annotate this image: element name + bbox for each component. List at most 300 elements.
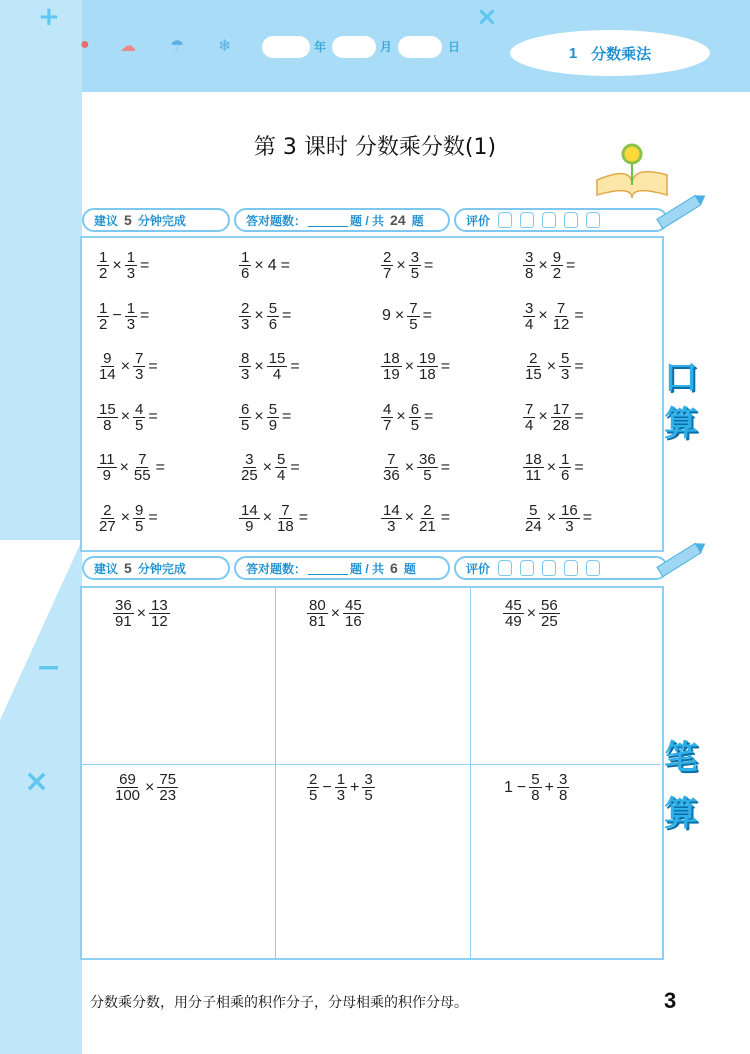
fraction <box>239 351 251 382</box>
thumb-icon[interactable] <box>586 212 600 228</box>
denominator: 12 <box>151 613 168 630</box>
fraction <box>503 598 524 629</box>
denominator: 25 <box>241 467 258 484</box>
thumb-icon[interactable] <box>520 560 534 576</box>
fraction <box>529 772 541 803</box>
chapter-number: 1 <box>568 44 578 62</box>
denominator: 2 <box>99 265 108 282</box>
numerator: 5 <box>561 350 570 367</box>
numerator: 5 <box>277 451 286 468</box>
math-expression <box>96 250 151 281</box>
ti-label: 题 <box>403 561 416 576</box>
thumb-icon[interactable] <box>586 560 600 576</box>
numerator: 11 <box>99 451 115 468</box>
numerator: 7 <box>556 299 566 317</box>
operator: × <box>262 458 273 476</box>
denominator: 5 <box>410 265 420 282</box>
numerator: 5 <box>529 501 538 519</box>
denominator: 49 <box>505 613 522 630</box>
math-expression <box>96 301 151 332</box>
operator: × <box>538 408 548 425</box>
numerator: 7 <box>135 350 144 367</box>
math-expression <box>96 503 160 534</box>
operator: = <box>574 357 584 375</box>
numerator: 1 <box>241 249 250 266</box>
fraction <box>417 503 438 534</box>
fraction <box>381 503 402 534</box>
numerator: 80 <box>309 597 326 614</box>
denominator: 7 <box>383 265 392 282</box>
numerator: 2 <box>241 299 250 317</box>
numerator: 5 <box>268 299 278 317</box>
grid-divider <box>82 764 660 765</box>
fraction <box>559 452 571 483</box>
operator: = <box>566 256 576 274</box>
math-expression <box>96 452 167 483</box>
fraction <box>97 301 109 332</box>
numerator: 6 <box>241 400 250 418</box>
fraction <box>133 351 145 382</box>
answered-blank[interactable] <box>308 562 348 575</box>
denominator: 4 <box>525 315 534 333</box>
operator: × <box>394 307 405 324</box>
operator: × <box>120 357 131 375</box>
numerator: 15 <box>268 350 286 367</box>
operator: = <box>424 256 434 274</box>
times-decoration-lower: × <box>24 764 50 799</box>
math-expression <box>522 402 586 433</box>
numerator: 2 <box>383 249 392 266</box>
numerator: 5 <box>268 400 278 418</box>
numerator: 5 <box>531 771 540 788</box>
fraction <box>381 402 393 433</box>
fraction <box>417 351 438 382</box>
suggest-label: 建议 <box>94 561 119 576</box>
denominator: 5 <box>364 787 373 804</box>
fraction <box>362 772 374 803</box>
numerator: 1 <box>99 249 108 266</box>
ti-label: 题 <box>411 213 424 228</box>
denominator: 6 <box>241 265 250 282</box>
math-expression <box>238 503 310 534</box>
section2-score-pill <box>234 556 450 580</box>
math-expression <box>238 301 293 332</box>
numerator: 9 <box>135 501 144 519</box>
numerator: 69 <box>119 771 136 788</box>
rule-note: 分数乘分数，用分子相乘的积作分子，分母相乘的积作分母。 <box>90 995 468 1011</box>
denominator: 3 <box>126 265 136 282</box>
answered-label: 答对题数： <box>246 561 307 576</box>
page-number: 3 <box>664 988 677 1013</box>
fraction <box>381 250 393 281</box>
numerator: 45 <box>505 597 522 614</box>
fraction <box>381 351 402 382</box>
thumb-icon[interactable] <box>520 212 534 228</box>
fraction <box>239 452 260 483</box>
operator: × <box>396 256 406 274</box>
fraction <box>551 301 572 332</box>
numerator: 19 <box>419 350 436 367</box>
denominator: 9 <box>268 416 278 434</box>
year-label: 年 <box>314 40 327 54</box>
denominator: 14 <box>99 366 116 383</box>
section2-info-bar <box>78 556 682 582</box>
thumb-icon[interactable] <box>542 212 556 228</box>
written-problem <box>306 772 376 803</box>
section1-rating-pill <box>454 208 668 232</box>
thumb-icon[interactable] <box>564 560 578 576</box>
operator: = <box>574 458 584 476</box>
math-expression <box>380 503 452 534</box>
math-expression <box>380 250 435 281</box>
fraction <box>559 351 571 382</box>
math-expression <box>380 402 435 433</box>
operator: × <box>538 256 548 274</box>
operator: × <box>396 408 406 425</box>
operator: = <box>148 357 158 375</box>
operator: × <box>546 357 557 375</box>
total-value: 24 <box>390 212 406 228</box>
operator: × <box>546 509 557 526</box>
cloudy-icon: ☁ <box>120 38 136 55</box>
operator: × <box>136 604 147 622</box>
fraction <box>523 250 535 281</box>
numerator: 18 <box>383 350 400 367</box>
operator: × <box>330 604 341 622</box>
numerator: 75 <box>159 771 177 788</box>
denominator: 5 <box>135 416 144 434</box>
operator: = <box>290 458 300 476</box>
fraction <box>239 402 251 433</box>
fraction <box>133 503 145 534</box>
fraction <box>417 452 438 483</box>
denominator: 5 <box>410 416 420 434</box>
denominator: 3 <box>565 517 574 535</box>
denominator: 9 <box>245 517 254 535</box>
fraction <box>407 301 419 332</box>
month-field[interactable] <box>332 36 376 58</box>
operator: × <box>254 256 264 274</box>
numerator: 3 <box>525 249 534 266</box>
fraction <box>97 402 118 433</box>
numerator: 36 <box>419 451 436 468</box>
operator: = <box>574 408 584 425</box>
operator: × <box>120 408 131 425</box>
math-expression <box>380 301 434 332</box>
fraction <box>523 351 544 382</box>
chapter-title: 分数乘法 <box>591 45 652 63</box>
numerator: 3 <box>245 451 254 468</box>
denominator: 11 <box>525 467 542 484</box>
fraction <box>343 598 364 629</box>
numerator: 2 <box>103 501 112 519</box>
operator: × <box>404 509 415 526</box>
denominator: 7 <box>383 416 392 434</box>
chapter-badge <box>510 30 710 76</box>
plus-decoration: + <box>38 2 60 32</box>
operator: = <box>290 357 300 375</box>
fraction <box>523 503 544 534</box>
operator: − <box>516 778 527 796</box>
denominator: 5 <box>241 416 250 434</box>
written-problem <box>502 772 570 803</box>
fraction <box>113 772 142 803</box>
numerator: 16 <box>561 501 578 519</box>
denominator: 12 <box>552 315 570 333</box>
written-problem <box>502 598 561 629</box>
fraction <box>125 250 137 281</box>
side-label-suan: 算 <box>664 404 698 444</box>
fraction <box>239 301 251 332</box>
fraction <box>557 772 569 803</box>
numerator: 14 <box>241 501 258 519</box>
denominator: 3 <box>561 366 570 383</box>
fraction <box>307 598 328 629</box>
denominator: 3 <box>387 517 396 535</box>
minutes-value: 5 <box>124 212 132 228</box>
denominator: 16 <box>345 613 362 630</box>
answered-blank[interactable] <box>308 214 348 227</box>
denominator: 3 <box>135 366 144 383</box>
math-expression <box>238 402 293 433</box>
denominator: 9 <box>102 467 111 484</box>
operator: = <box>422 307 432 324</box>
fraction <box>267 402 279 433</box>
answered-label: 答对题数： <box>246 213 307 228</box>
operator: = <box>298 509 309 526</box>
rating-thumbs <box>498 560 600 576</box>
numerator: 9 <box>103 350 112 367</box>
day-label: 日 <box>448 40 461 54</box>
thumb-icon[interactable] <box>498 560 512 576</box>
numerator: 7 <box>387 451 396 468</box>
operator: = <box>148 408 158 425</box>
operator: × <box>538 307 548 324</box>
denominator: 3 <box>336 787 346 804</box>
operator: × <box>119 458 129 476</box>
denominator: 6 <box>561 467 570 484</box>
rain-icon: ☂ <box>170 38 185 55</box>
operator: = <box>148 509 158 526</box>
denominator: 5 <box>409 315 418 333</box>
fraction <box>275 503 296 534</box>
thumb-icon[interactable] <box>498 212 512 228</box>
math-expression <box>238 351 302 382</box>
thumb-icon[interactable] <box>564 212 578 228</box>
math-expression <box>380 452 452 483</box>
total-label: 题 / 共 <box>350 213 385 228</box>
numerator: 45 <box>345 597 362 614</box>
operator: − <box>112 307 122 324</box>
finish-label: 分钟完成 <box>137 213 186 228</box>
operator: + <box>350 778 360 796</box>
section2-time-pill <box>82 556 230 580</box>
fraction <box>551 250 563 281</box>
operator: 1 <box>504 778 513 796</box>
written-problem <box>112 772 179 803</box>
numerator: 3 <box>410 249 420 266</box>
minus-decoration: − <box>36 650 62 685</box>
denominator: 18 <box>277 517 294 535</box>
numerator: 7 <box>525 400 534 418</box>
operator: × <box>254 408 264 425</box>
operator: = <box>140 307 150 324</box>
denominator: 28 <box>552 416 570 434</box>
fraction <box>132 452 153 483</box>
math-expression <box>380 351 452 382</box>
operator: 9 <box>382 307 391 324</box>
denominator: 4 <box>272 366 282 383</box>
denominator: 4 <box>525 416 534 434</box>
math-expression <box>96 351 160 382</box>
fraction <box>335 772 347 803</box>
numerator: 7 <box>281 501 290 519</box>
written-problem <box>112 598 171 629</box>
grid-divider <box>275 588 276 958</box>
numerator: 1 <box>561 451 570 468</box>
fraction <box>523 452 544 483</box>
operator: 4 <box>267 256 277 274</box>
numerator: 2 <box>309 771 318 788</box>
fraction <box>239 503 260 534</box>
numerator: 9 <box>552 249 562 266</box>
year-field[interactable] <box>262 36 310 58</box>
math-expression <box>522 250 577 281</box>
operator: = <box>280 256 290 274</box>
denominator: 36 <box>383 467 400 484</box>
side-label-kou: 口 <box>664 358 698 398</box>
total-value: 6 <box>390 560 398 576</box>
fraction <box>113 598 134 629</box>
minutes-value: 5 <box>124 560 132 576</box>
operator: = <box>155 458 165 476</box>
side-band-cut <box>0 540 82 720</box>
denominator: 3 <box>241 315 250 333</box>
denominator: 8 <box>525 265 534 282</box>
thumb-icon[interactable] <box>542 560 556 576</box>
denominator: 81 <box>309 613 326 630</box>
fraction <box>551 402 572 433</box>
fraction <box>409 250 421 281</box>
numerator: 2 <box>529 350 538 367</box>
denominator: 91 <box>115 613 132 630</box>
operator: = <box>440 357 451 375</box>
fraction <box>267 351 288 382</box>
snow-icon: ❄ <box>218 38 232 55</box>
operator: = <box>140 256 150 274</box>
fraction <box>381 452 402 483</box>
math-expression <box>96 402 160 433</box>
fraction <box>97 250 109 281</box>
operator: × <box>145 778 155 796</box>
denominator: 3 <box>126 315 136 333</box>
math-expression <box>522 301 586 332</box>
section1-time-pill <box>82 208 230 232</box>
section1-info-bar <box>78 208 682 234</box>
denominator: 8 <box>531 787 540 804</box>
numerator: 15 <box>99 400 116 418</box>
times-decoration: × <box>476 2 498 32</box>
fraction <box>307 772 319 803</box>
math-expression <box>238 250 292 281</box>
operator: × <box>404 357 415 375</box>
fraction <box>157 772 178 803</box>
denominator: 21 <box>419 517 436 535</box>
numerator: 1 <box>126 249 136 266</box>
numerator: 4 <box>383 400 392 418</box>
denominator: 24 <box>525 517 542 535</box>
denominator: 5 <box>423 467 432 484</box>
fraction <box>523 301 535 332</box>
denominator: 2 <box>552 265 562 282</box>
operator: × <box>254 357 264 375</box>
operator: × <box>546 458 557 476</box>
fraction <box>97 452 117 483</box>
fraction <box>523 402 535 433</box>
operator: + <box>544 778 554 796</box>
denominator: 27 <box>99 517 116 535</box>
operator: × <box>120 509 131 526</box>
denominator: 23 <box>159 787 177 804</box>
fraction <box>97 503 118 534</box>
numerator: 1 <box>126 299 136 317</box>
denominator: 19 <box>383 366 400 383</box>
numerator: 3 <box>364 771 373 788</box>
total-label: 题 / 共 <box>350 561 385 576</box>
day-field[interactable] <box>398 36 442 58</box>
numerator: 7 <box>409 299 418 317</box>
operator: = <box>440 509 451 526</box>
operator: = <box>424 408 434 425</box>
fraction <box>239 250 251 281</box>
math-expression <box>522 351 586 382</box>
operator: × <box>112 256 122 274</box>
operator: − <box>322 778 332 796</box>
fraction <box>125 301 137 332</box>
operator: × <box>254 307 264 324</box>
fraction <box>97 351 118 382</box>
denominator: 18 <box>419 366 436 383</box>
grid-divider <box>470 588 471 958</box>
denominator: 25 <box>541 613 558 630</box>
section1-score-pill <box>234 208 450 232</box>
operator: × <box>526 604 537 622</box>
numerator: 3 <box>525 299 534 317</box>
lesson-title: 第 3 课时 分数乘分数(1) <box>253 135 497 160</box>
sunny-icon: ● <box>80 36 90 53</box>
fraction <box>267 301 279 332</box>
fraction <box>149 598 170 629</box>
numerator: 2 <box>423 501 432 519</box>
rating-label: 评价 <box>466 213 491 228</box>
month-label: 月 <box>380 40 393 54</box>
operator: × <box>404 458 415 476</box>
denominator: 100 <box>115 787 141 804</box>
operator: = <box>582 509 593 526</box>
denominator: 5 <box>309 787 318 804</box>
operator: = <box>282 408 292 425</box>
numerator: 1 <box>99 299 108 317</box>
numerator: 56 <box>541 597 558 614</box>
denominator: 3 <box>241 366 250 383</box>
numerator: 6 <box>410 400 420 418</box>
section2-rating-pill <box>454 556 668 580</box>
fraction <box>539 598 560 629</box>
suggest-label: 建议 <box>94 213 119 228</box>
operator: = <box>440 458 451 476</box>
operator: = <box>282 307 292 324</box>
denominator: 15 <box>525 366 542 383</box>
